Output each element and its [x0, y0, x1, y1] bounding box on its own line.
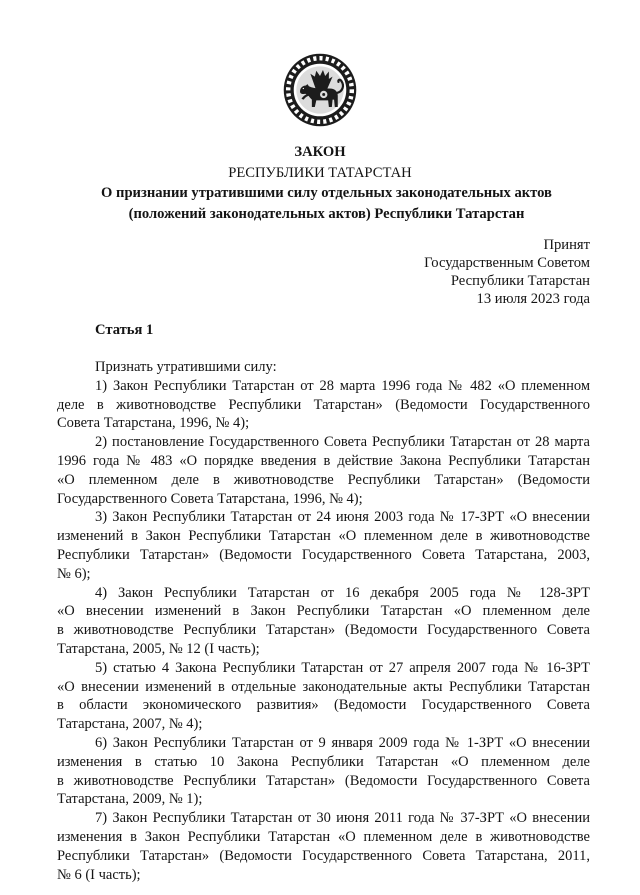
text-line: 7) Закон Республики Татарстан от 30 июня 2011 года № 37-ЗРТ «О внесении [95, 810, 590, 827]
text-line: Совета Татарстана, 1996, № 4); [57, 415, 250, 432]
adoption-status: Принят [543, 237, 590, 253]
text-line: 5) статью 4 Закона Республики Татарстан от 27 апреля 2007 года № 16-ЗРТ [95, 659, 590, 676]
text-line: 2) постановление Государственного Совета Республики Татарстан от 28 марта [95, 434, 590, 451]
text-line: 6) Закон Республики Татарстан от 9 января 2009 года № 1-ЗРТ «О внесении [95, 734, 590, 751]
repealed-act-item [57, 659, 590, 734]
jurisdiction-heading: РЕСПУБЛИКИ ТАТАРСТАН [228, 165, 412, 181]
article-body [57, 358, 590, 884]
repealed-act-item [57, 584, 590, 659]
repealed-act-item [57, 809, 590, 884]
text-line: 1) Закон Республики Татарстан от 28 марта 1996 года № 482 «О племенном [95, 377, 590, 394]
text-line: 1996 года № 483 «О порядке введения в действие Закона Республики Татарстан [57, 452, 590, 469]
coat-of-arms-emblem [283, 53, 357, 127]
adoption-block [424, 236, 590, 308]
text-line: Татарстана, 2007, № 4); [57, 716, 203, 733]
text-line: Татарстана, 2009, № 1); [57, 791, 203, 808]
text-line: Признать утратившими силу: [95, 359, 277, 375]
repealed-act-item [57, 734, 590, 809]
law-title [57, 183, 596, 225]
adopting-body-line: Республики Татарстан [450, 273, 590, 289]
text-line: «О внесении изменений в Закон Республики Татарстан «О племенном деле [57, 603, 590, 620]
law-title-line: О признании утратившими силу отдельных законодательных актов [101, 185, 552, 201]
intro-paragraph [57, 358, 590, 377]
text-line: Государственного Совета Татарстана, 1996, № 4); [57, 490, 363, 507]
repealed-act-item [57, 508, 590, 583]
text-line: 3) Закон Республики Татарстан от 24 июня 2003 года № 17-ЗРТ «О внесении [95, 509, 590, 526]
adoption-date: 13 июля 2023 года [476, 291, 590, 307]
text-line: Республики Татарстан» (Ведомости Государственного Совета Татарстана, 2003, [57, 546, 590, 563]
text-line: 4) Закон Республики Татарстан от 16 декабря 2005 года № 128-ЗРТ [95, 584, 590, 601]
text-line: деле в животноводстве Республики Татарстан» (Ведомости Государственного [57, 396, 590, 413]
text-line: «О внесении изменений в отдельные законодательные акты Республики Татарстан [57, 678, 590, 695]
article-heading: Статья 1 [95, 322, 154, 338]
text-line: в животноводстве Республики Татарстан» (Ведомости Государственного Совета [57, 772, 590, 789]
text-line: № 6 (I часть); [57, 866, 141, 883]
law-title-line: (положений законодательных актов) Республики Татарстан [128, 206, 525, 222]
text-line: изменения в статью 10 Закона Республики Татарстан «О племенном деле [57, 753, 590, 770]
law-type-heading: ЗАКОН [294, 144, 346, 160]
adopting-body-line: Государственным Советом [424, 255, 590, 271]
text-line: № 6); [57, 565, 91, 582]
text-line: «О племенном деле в животноводстве Республики Татарстан» (Ведомости [57, 471, 590, 488]
repealed-act-item [57, 433, 590, 508]
text-line: в животноводстве Республики Татарстан» (Ведомости Государственного Совета [57, 622, 590, 639]
repealed-act-item [57, 377, 590, 433]
text-line: Республики Татарстан» (Ведомости Государственного Совета Татарстана, 2011, [57, 847, 590, 864]
text-line: Татарстана, 2005, № 12 (I часть); [57, 640, 260, 657]
text-line: изменения в Закон Республики Татарстан «О племенном деле в животноводстве [57, 828, 590, 845]
text-line: в области экономического развития» (Ведомости Государственного Совета [57, 697, 590, 714]
text-line: изменений в Закон Республики Татарстан «О племенном деле в животноводстве [57, 528, 590, 545]
